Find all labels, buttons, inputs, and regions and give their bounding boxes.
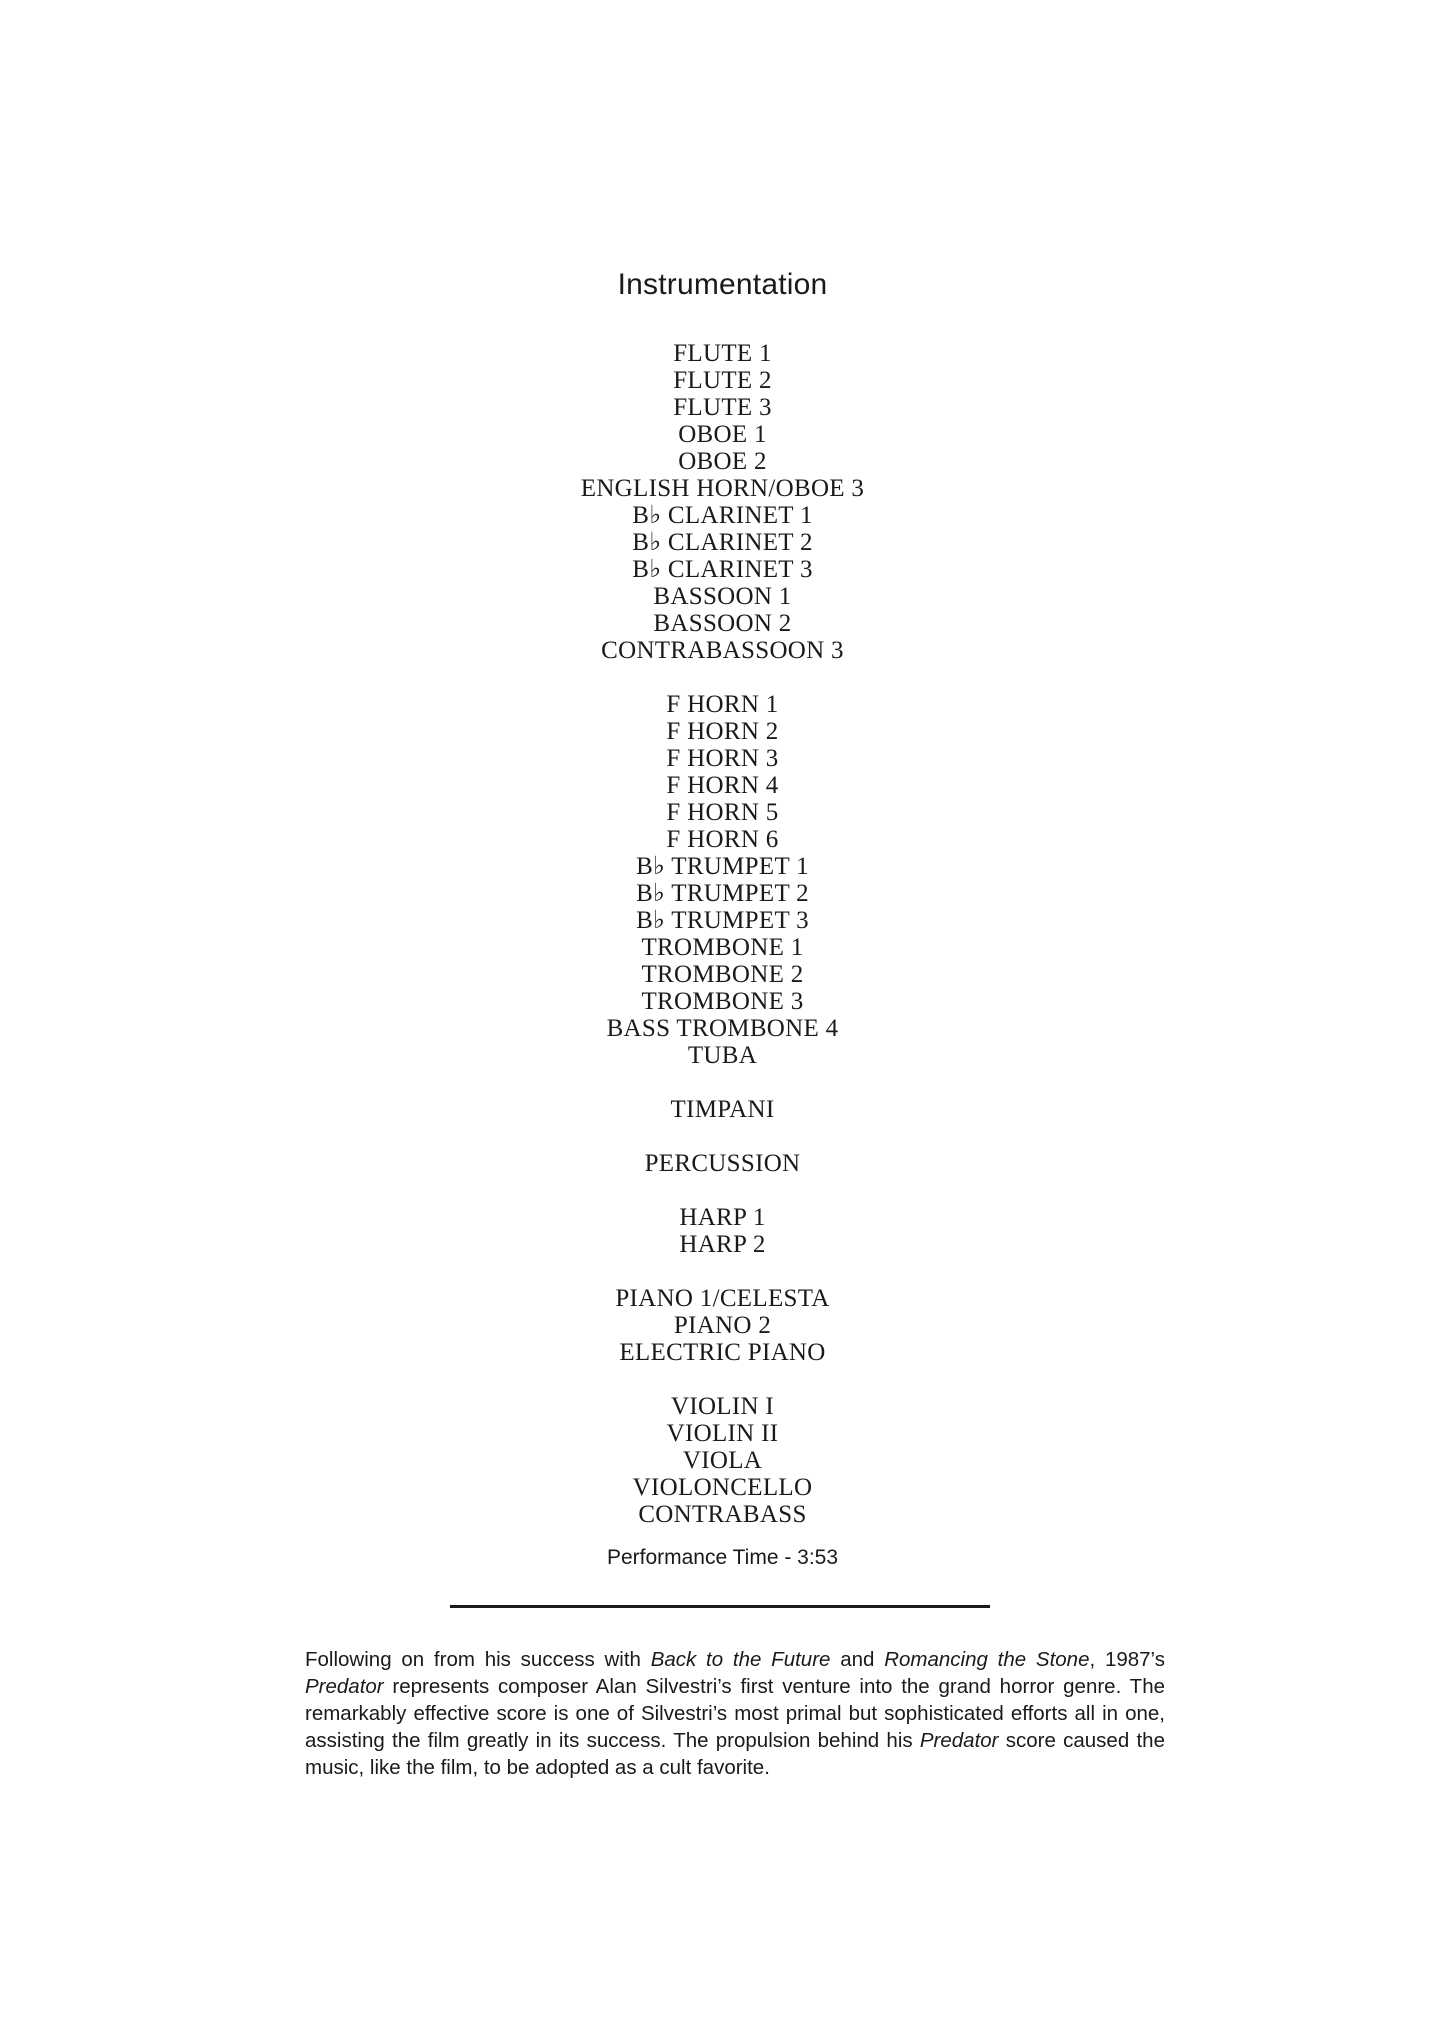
description-text: score caused the music, like the film, to be adopted as a cult favorite.: [305, 1729, 1165, 1779]
instrument-item: FLUTE 3: [673, 394, 772, 421]
page-title: Instrumentation: [617, 268, 828, 301]
instrument-item: TROMBONE 1: [641, 934, 804, 961]
divider-line: [450, 1605, 990, 1608]
instrument-item: CONTRABASSOON 3: [601, 637, 844, 664]
performance-time: Performance Time - 3:53: [606, 1546, 839, 1569]
instrument-item: TUBA: [687, 1042, 758, 1069]
instrument-item: ENGLISH HORN/OBOE 3: [580, 475, 865, 502]
instrument-group-brass: [0, 691, 1445, 1069]
instrument-item: CONTRABASS: [638, 1501, 807, 1528]
instrument-item: F HORN 1: [666, 691, 779, 718]
instrument-item: B♭ CLARINET 2: [632, 529, 813, 556]
instrument-item: F HORN 3: [666, 745, 779, 772]
instrument-item: VIOLIN I: [670, 1393, 775, 1420]
instrument-item: OBOE 1: [678, 421, 767, 448]
instrument-group-keyboards: [0, 1285, 1445, 1366]
instrument-item: BASS TROMBONE 4: [606, 1015, 839, 1042]
instrument-item: B♭ CLARINET 1: [632, 502, 813, 529]
instrument-group-strings: [0, 1393, 1445, 1528]
instrument-item: TIMPANI: [670, 1096, 775, 1123]
italic-title: Predator: [305, 1675, 384, 1698]
instrument-item: FLUTE 1: [673, 340, 772, 367]
instrument-item: FLUTE 2: [673, 367, 772, 394]
instrument-group-timpani: [0, 1096, 1445, 1123]
description-text: and: [830, 1648, 885, 1671]
instrument-item: BASSOON 2: [653, 610, 792, 637]
instrument-item: VIOLONCELLO: [632, 1474, 813, 1501]
instrument-item: VIOLA: [682, 1447, 763, 1474]
instrument-item: PIANO 2: [673, 1312, 772, 1339]
instrument-item: TROMBONE 3: [641, 988, 804, 1015]
instrument-group-percussion: [0, 1150, 1445, 1177]
instrument-item: HARP 1: [679, 1204, 766, 1231]
instrument-item: HARP 2: [679, 1231, 766, 1258]
instrument-item: F HORN 5: [666, 799, 779, 826]
instrument-item: B♭ TRUMPET 1: [636, 853, 809, 880]
instrument-item: TROMBONE 2: [641, 961, 804, 988]
italic-title: Back to the Future: [650, 1648, 831, 1671]
instrument-group-woodwinds: [0, 340, 1445, 664]
instrument-item: B♭ TRUMPET 3: [636, 907, 809, 934]
instrument-item: F HORN 4: [666, 772, 779, 799]
instrument-group-harps: [0, 1204, 1445, 1258]
description-text: , 1987’s: [1089, 1648, 1165, 1671]
instrument-item: BASSOON 1: [653, 583, 792, 610]
instrument-item: F HORN 2: [666, 718, 779, 745]
instrument-item: B♭ CLARINET 3: [632, 556, 813, 583]
description-text: represents composer Alan Silvestri’s first venture into the grand horror genre. The remarkably effective score is one of Silvestri’s most primal but sophisticated efforts all in one, assisting the film greatly in its success. The propulsion behind his: [305, 1675, 1165, 1752]
description-paragraph: [305, 1646, 1165, 1781]
instrument-item: PIANO 1/CELESTA: [615, 1285, 830, 1312]
instrument-item: ELECTRIC PIANO: [619, 1339, 826, 1366]
italic-title: Predator: [919, 1729, 999, 1752]
italic-title: Romancing the Stone: [884, 1648, 1090, 1671]
instrument-list: [0, 340, 1445, 1528]
instrument-item: F HORN 6: [666, 826, 779, 853]
instrument-item: OBOE 2: [678, 448, 767, 475]
instrument-item: VIOLIN II: [666, 1420, 779, 1447]
instrument-item: PERCUSSION: [644, 1150, 801, 1177]
instrument-item: B♭ TRUMPET 2: [636, 880, 809, 907]
description-text: Following on from his success with: [305, 1648, 651, 1671]
